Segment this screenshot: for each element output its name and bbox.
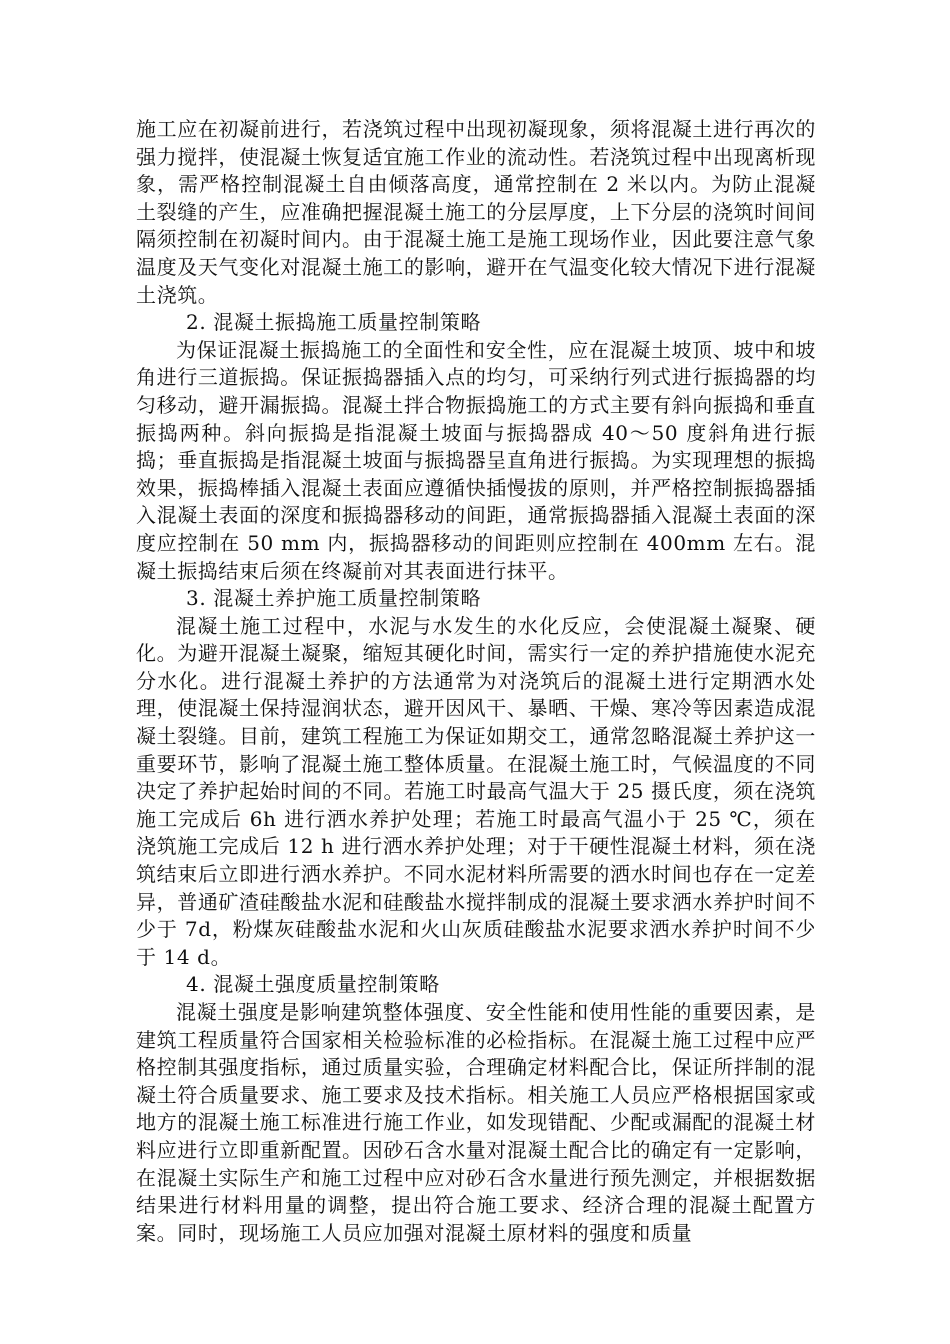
paragraph-pouring: 施工应在初凝前进行，若浇筑过程中出现初凝现象，须将混凝土进行再次的强力搅拌，使混凝土恢复适宜施工作业的流动性。若浇筑过程中出现离析现象，需严格控制混凝土自由倾落高度，通常控制在 2 米以内。为防止混凝土裂缝的产生，应准确把握混凝土施工的分层厚度，上下分层的浇筑时间间隔须控制在初凝时间内。由于混凝土施工是施工现场作业，因此要注意气象温度及天气变化对混凝土施工的影响，避开在气温变化较大情况下进行混凝土浇筑。	[136, 117, 816, 307]
document-body	[136, 116, 816, 1247]
heading-curing: 3. 混凝土养护施工质量控制策略	[186, 586, 482, 611]
heading-vibration: 2. 混凝土振捣施工质量控制策略	[186, 310, 482, 335]
paragraph-vibration: 为保证混凝土振捣施工的全面性和安全性，应在混凝土坡顶、坡中和坡角进行三道振捣。保证振捣器插入点的均匀，可采纳行列式进行振捣器的均匀移动，避开漏振捣。混凝土拌合物振捣施工的方式主要有斜向振捣和垂直振捣两种。斜向振捣是指混凝土坡面与振捣器成 40～50 度斜角进行振捣；垂直振捣是指混凝土坡面与振捣器呈直角进行振捣。为实现理想的振捣效果，振捣棒插入混凝土表面应遵循快插慢拔的原则，并严格控制振捣器插入混凝土表面的深度和振捣器移动的间距，通常振捣器插入混凝土表面的深度应控制在 50 mm 内，振捣器移动的间距则应控制在 400mm 左右。混凝土振捣结束后须在终凝前对其表面进行抹平。	[136, 337, 816, 583]
heading-strength: 4. 混凝土强度质量控制策略	[186, 972, 440, 997]
paragraph-strength: 混凝土强度是影响建筑整体强度、安全性能和使用性能的重要因素，是建筑工程质量符合国家相关检验标准的必检指标。在混凝土施工过程中应严格控制其强度指标，通过质量实验，合理确定材料配合比，保证所拌制的混凝土符合质量要求、施工要求及技术指标。相关施工人员应严格根据国家或地方的混凝土施工标准进行施工作业，如发现错配、少配或漏配的混凝土材料应进行立即重新配置。因砂石含水量对混凝土配合比的确定有一定影响，在混凝土实际生产和施工过程中应对砂石含水量进行预先测定，并根据数据结果进行材料用量的调整，提出符合施工要求、经济合理的混凝土配置方案。同时，现场施工人员应加强对混凝土原材料的强度和质量	[136, 1000, 816, 1245]
paragraph-curing: 混凝土施工过程中，水泥与水发生的水化反应，会使混凝土凝聚、硬化。为避开混凝土凝聚，缩短其硬化时间，需实行一定的养护措施使水泥充分水化。进行混凝土养护的方法通常为对浇筑后的混凝土进行定期洒水处理，使混凝土保持湿润状态，避开因风干、暴晒、干燥、寒冷等因素造成混凝土裂缝。目前，建筑工程施工为保证如期交工，通常忽略混凝土养护这一重要环节，影响了混凝土施工整体质量。在混凝土施工时，气候温度的不同决定了养护起始时间的不同。若施工时最高气温大于 25 摄氏度，须在浇筑施工完成后 6h 进行洒水养护处理；若施工时最高气温小于 25 ℃，须在浇筑施工完成后 12 h 进行洒水养护处理；对于干硬性混凝土材料，须在浇筑结束后立即进行洒水养护。不同水泥材料所需要的洒水时间也存在一定差异，普通矿渣硅酸盐水泥和硅酸盐水搅拌制成的混凝土要求洒水养护时间不少于 7d，粉煤灰硅酸盐水泥和火山灰质硅酸盐水泥要求洒水养护时间不少于 14 d。	[136, 613, 816, 969]
